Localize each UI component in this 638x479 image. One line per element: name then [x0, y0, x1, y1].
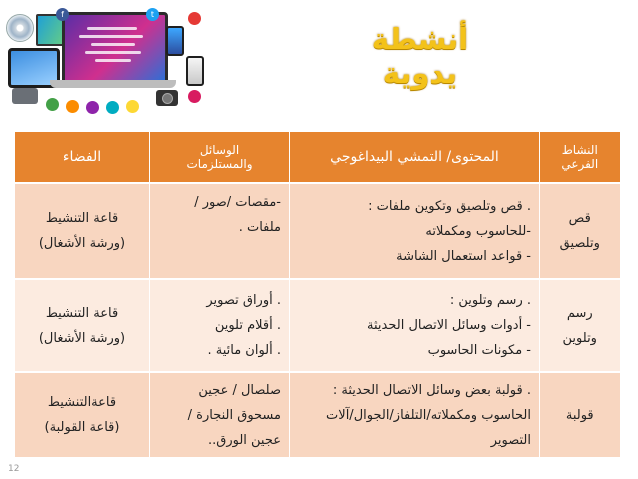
activities-table	[14, 132, 620, 459]
app-icon	[66, 100, 79, 113]
app-icon	[106, 101, 119, 114]
camera-icon	[156, 90, 178, 106]
app-icon	[188, 12, 201, 25]
laptop-icon	[62, 12, 168, 84]
page-number: 12	[8, 464, 20, 474]
content-cell: . قولبة بعض وسائل الاتصال الحديثة : الحاسوب ومكملاته/التلفاز/الجوال/آلات التصوير	[290, 372, 540, 458]
content-cell: . رسم وتلوين : - أدوات وسائل الاتصال الحديثة - مكونات الحاسوب	[290, 279, 540, 372]
app-icon: t	[146, 8, 159, 21]
activity-cell: قولبة	[540, 372, 620, 458]
content-cell: . قص وتلصيق وتكوين ملفات : -للحاسوب ومكملاته - قواعد استعمال الشاشة	[290, 183, 540, 279]
slide-title: أنشطة يدوية	[371, 22, 469, 90]
space-cell: قاعة التنشيط (ورشة الأشغال)	[15, 279, 150, 372]
phone-icon	[166, 26, 184, 56]
table-row	[15, 279, 620, 372]
tools-cell: -مقصات /صور / ملفات .	[150, 183, 290, 279]
header-content: المحتوى/ التمشي البيداغوجي	[290, 132, 540, 183]
app-icon	[126, 100, 139, 113]
space-cell: قاعة التنشيط (ورشة الأشغال)	[15, 183, 150, 279]
table-header-row	[15, 132, 620, 183]
activity-cell: رسم وتلوين	[540, 279, 620, 372]
table-row	[15, 183, 620, 279]
app-icon	[46, 98, 59, 111]
header-tools: الوسائل والمستلزمات	[150, 132, 290, 183]
devices-collage-image	[6, 8, 206, 120]
header-space: الفضاء	[15, 132, 150, 183]
cd-icon	[6, 14, 34, 42]
app-icon: f	[56, 8, 69, 21]
phone-icon	[186, 56, 204, 86]
tools-cell: صلصال / عجين مسحوق النجارة / عجين الورق..	[150, 372, 290, 458]
app-icon	[86, 101, 99, 114]
header-activity: النشاط الفرعي	[540, 132, 620, 183]
tools-cell: . أوراق تصوير . أقلام تلوين . ألوان مائية .	[150, 279, 290, 372]
activity-cell: قص وتلصيق	[540, 183, 620, 279]
laptop-base	[50, 80, 176, 88]
table-row	[15, 372, 620, 458]
space-cell: قاعةالتنشيط (قاعة القولبة)	[15, 372, 150, 458]
printer-icon	[12, 88, 38, 104]
app-icon	[188, 90, 201, 103]
